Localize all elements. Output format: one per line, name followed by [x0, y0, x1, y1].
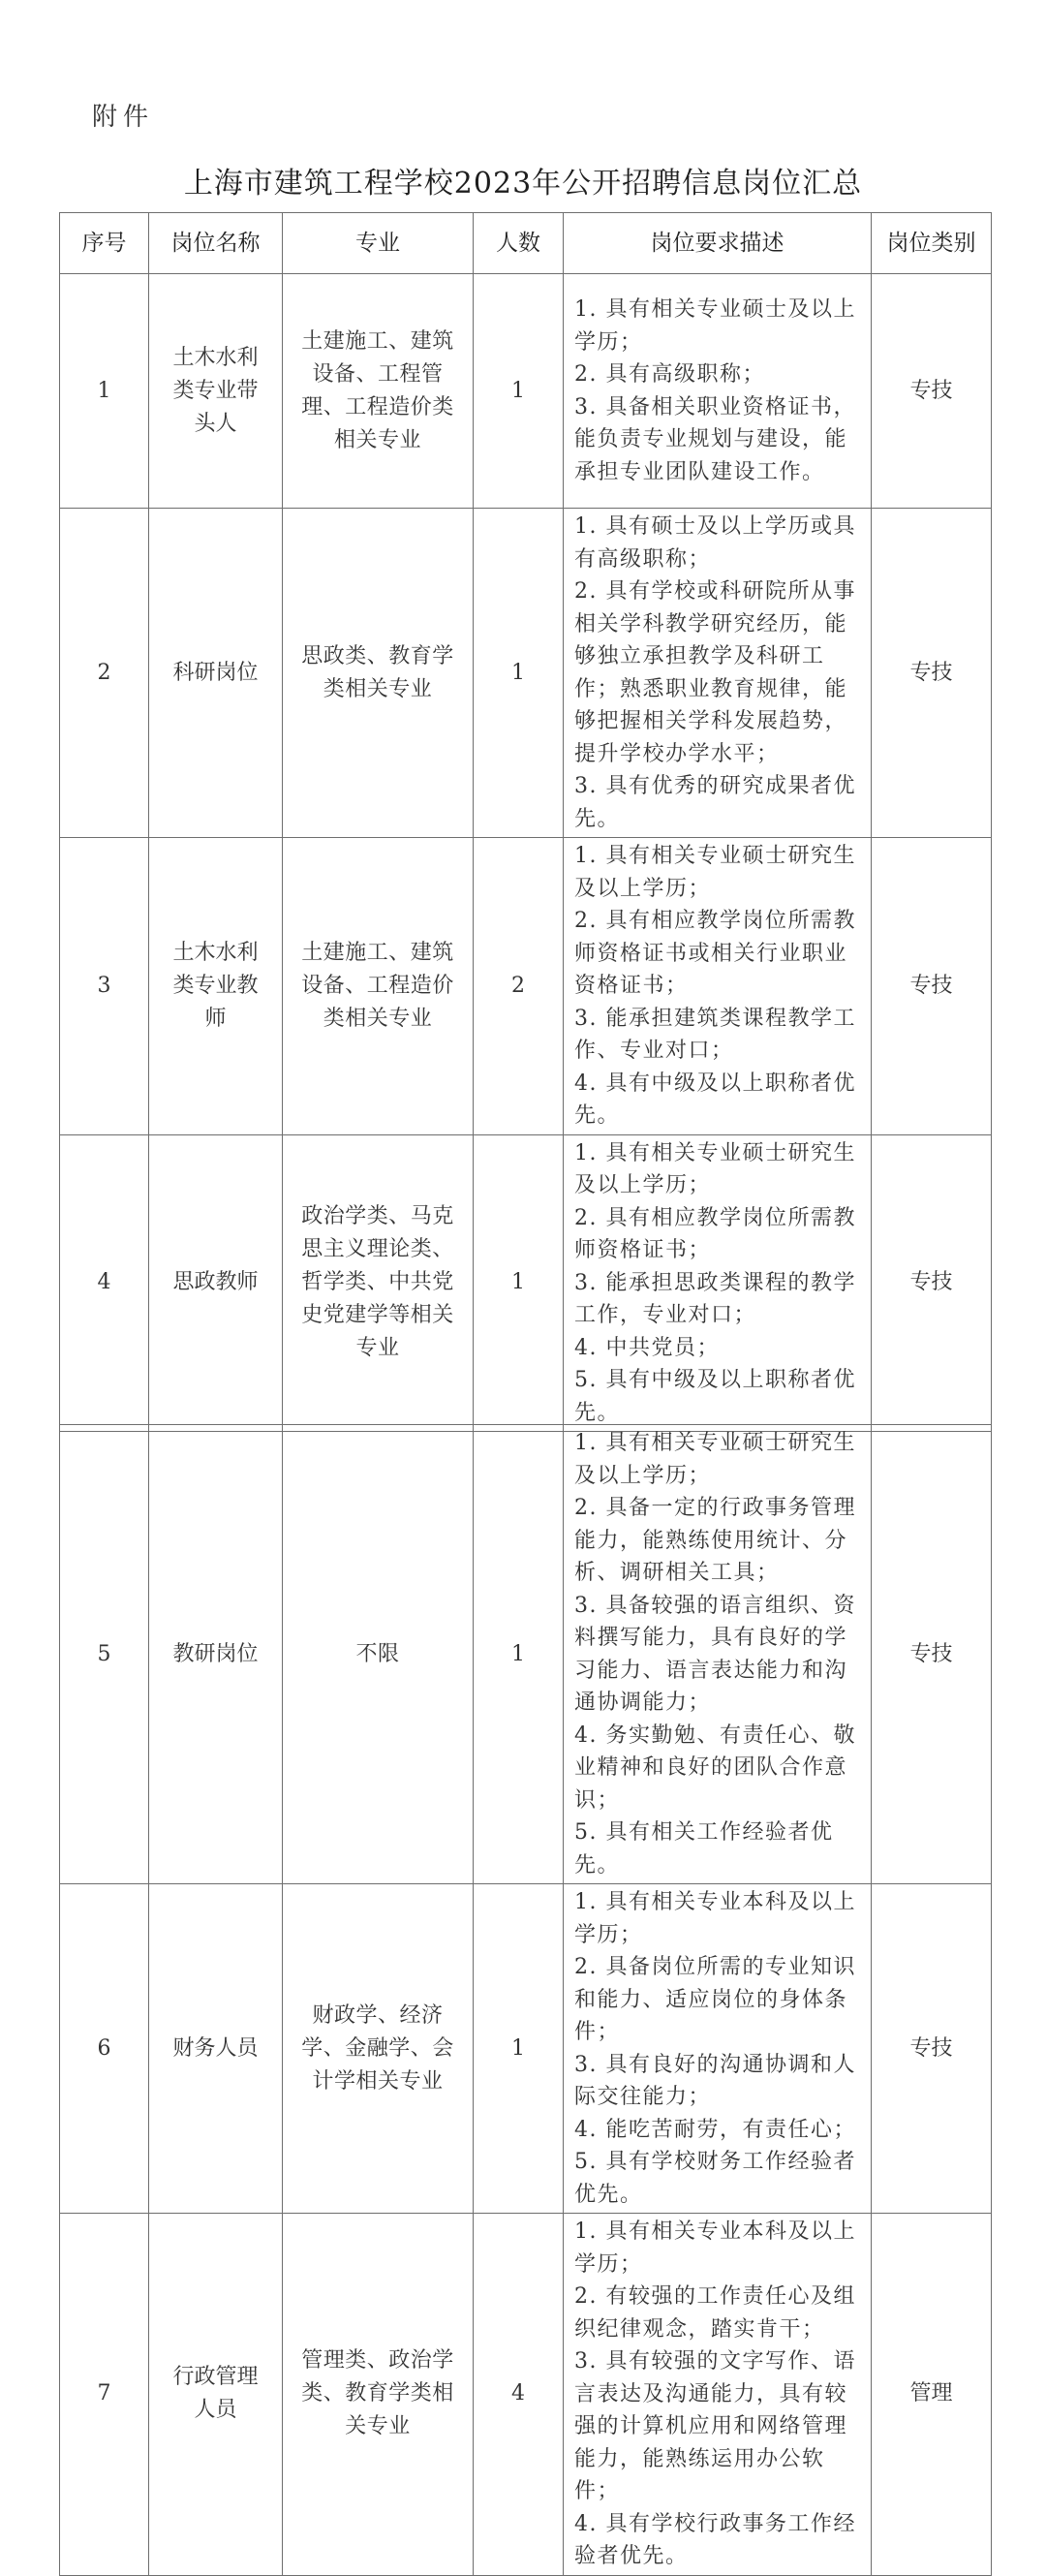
requirement-item: 1. 具有相关专业本科及以上学历；	[574, 1890, 856, 1947]
table-row	[60, 1884, 992, 2214]
table-row	[60, 1425, 992, 1884]
attachment-label: 附件	[92, 103, 155, 132]
row-major: 管理类、政治学类、教育学类相关专业	[283, 2214, 474, 2576]
row-count: 1	[474, 1134, 564, 1432]
table-row	[60, 2214, 992, 2576]
requirement-item: 3. 具备相关职业资格证书，能负责专业规划与建设，能承担专业团队建设工作。	[574, 394, 856, 484]
requirement-item: 4. 具有中级及以上职称者优先。	[574, 1071, 856, 1128]
row-count: 4	[474, 2214, 564, 2576]
requirement-item: 3. 能承担建筑类课程教学工作、专业对口；	[574, 1006, 856, 1063]
row-requirements	[564, 274, 872, 509]
header-no: 序号	[60, 213, 149, 274]
header-category: 岗位类别	[872, 213, 992, 274]
requirement-item: 4. 务实勤勉、有责任心、敬业精神和良好的团队合作意识；	[574, 1723, 856, 1813]
row-category: 专技	[872, 838, 992, 1135]
row-position: 思政教师	[149, 1134, 283, 1432]
row-position: 土木水利类专业教师	[149, 838, 283, 1135]
row-requirements	[564, 838, 872, 1135]
row-count: 1	[474, 509, 564, 838]
requirement-item: 3. 具备较强的语言组织、资料撰写能力，具有良好的学习能力、语言表达能力和沟通协调能力；	[574, 1593, 856, 1715]
document-title: 上海市建筑工程学校2023年公开招聘信息岗位汇总	[183, 167, 863, 201]
row-category: 管理	[872, 2214, 992, 2576]
requirement-item: 2. 有较强的工作责任心及组织纪律观念，踏实肯干；	[574, 2284, 856, 2342]
requirement-item: 2. 具有相应教学岗位所需教师资格证书或相关行业职业资格证书；	[574, 909, 856, 998]
row-major: 不限	[283, 1425, 474, 1884]
requirement-item: 4. 能吃苦耐劳，有责任心；	[574, 2117, 856, 2142]
requirement-item: 4. 具有学校行政事务工作经验者优先。	[574, 2511, 856, 2568]
requirement-item: 1. 具有相关专业本科及以上学历；	[574, 2219, 856, 2277]
row-category: 专技	[872, 509, 992, 838]
requirement-item: 1. 具有硕士及以上学历或具有高级职称；	[574, 514, 856, 572]
row-position: 教研岗位	[149, 1425, 283, 1884]
row-requirements	[564, 2214, 872, 2576]
row-requirements	[564, 1134, 872, 1432]
header-position: 岗位名称	[149, 213, 283, 274]
header-requirements: 岗位要求描述	[564, 213, 872, 274]
row-count: 1	[474, 274, 564, 509]
row-category: 专技	[872, 1134, 992, 1432]
table-row	[60, 274, 992, 509]
requirement-item: 1. 具有相关专业硕士研究生及以上学历；	[574, 1140, 856, 1197]
row-no: 3	[60, 838, 149, 1135]
requirement-item: 5. 具有学校财务工作经验者优先。	[574, 2150, 856, 2207]
row-no: 1	[60, 274, 149, 509]
row-requirements	[564, 509, 872, 838]
requirement-item: 3. 具有较强的文字写作、语言表达及沟通能力，具有较强的计算机应用和网络管理能力，能熟练运用办公软件；	[574, 2349, 856, 2503]
row-major: 财政学、经济学、金融学、会计学相关专业	[283, 1884, 474, 2214]
requirement-item: 4. 中共党员；	[574, 1335, 720, 1360]
positions-table-page-2	[59, 1424, 992, 2576]
row-no: 4	[60, 1134, 149, 1432]
row-count: 1	[474, 1425, 564, 1884]
row-major: 政治学类、马克思主义理论类、哲学类、中共党史党建学等相关专业	[283, 1134, 474, 1432]
row-requirements	[564, 1884, 872, 2214]
requirement-item: 1. 具有相关专业硕士及以上学历；	[574, 297, 856, 355]
row-position: 土木水利类专业带头人	[149, 274, 283, 509]
row-category: 专技	[872, 1425, 992, 1884]
row-major: 思政类、教育学类相关专业	[283, 509, 474, 838]
row-count: 2	[474, 838, 564, 1135]
row-major: 土建施工、建筑设备、工程造价类相关专业	[283, 838, 474, 1135]
requirement-item: 1. 具有相关专业硕士研究生及以上学历；	[574, 844, 856, 901]
row-major: 土建施工、建筑设备、工程管理、工程造价类相关专业	[283, 274, 474, 509]
row-category: 专技	[872, 1884, 992, 2214]
table-row	[60, 838, 992, 1135]
row-no: 6	[60, 1884, 149, 2214]
table-header-row	[60, 213, 992, 274]
requirement-item: 1. 具有相关专业硕士研究生及以上学历；	[574, 1431, 856, 1488]
header-count: 人数	[474, 213, 564, 274]
requirement-item: 5. 具有相关工作经验者优先。	[574, 1820, 834, 1878]
row-category: 专技	[872, 274, 992, 509]
row-count: 1	[474, 1884, 564, 2214]
requirement-item: 2. 具备岗位所需的专业知识和能力、适应岗位的身体条件；	[574, 1955, 856, 2044]
row-no: 2	[60, 509, 149, 838]
requirement-item: 2. 具有相应教学岗位所需教师资格证书；	[574, 1205, 856, 1262]
header-major: 专业	[283, 213, 474, 274]
table-row	[60, 1134, 992, 1432]
requirement-item: 3. 具有优秀的研究成果者优先。	[574, 774, 856, 831]
requirement-item: 2. 具有学校或科研院所从事相关学科教学研究经历，能够独立承担教学及科研工作；熟悉职业教育规律，能够把握相关学科发展趋势，提升学校办学水平；	[574, 579, 856, 766]
requirement-item: 2. 具备一定的行政事务管理能力，能熟练使用统计、分析、调研相关工具；	[574, 1496, 856, 1585]
row-position: 行政管理人员	[149, 2214, 283, 2576]
requirement-item: 3. 能承担思政类课程的教学工作，专业对口；	[574, 1270, 856, 1327]
requirement-item: 2. 具有高级职称；	[574, 362, 765, 387]
positions-table-page-1	[59, 212, 992, 1432]
row-requirements	[564, 1425, 872, 1884]
table-row	[60, 509, 992, 838]
row-no: 5	[60, 1425, 149, 1884]
requirement-item: 5. 具有中级及以上职称者优先。	[574, 1368, 856, 1425]
row-no: 7	[60, 2214, 149, 2576]
requirement-item: 3. 具有良好的沟通协调和人际交往能力；	[574, 2052, 856, 2109]
row-position: 科研岗位	[149, 509, 283, 838]
row-position: 财务人员	[149, 1884, 283, 2214]
